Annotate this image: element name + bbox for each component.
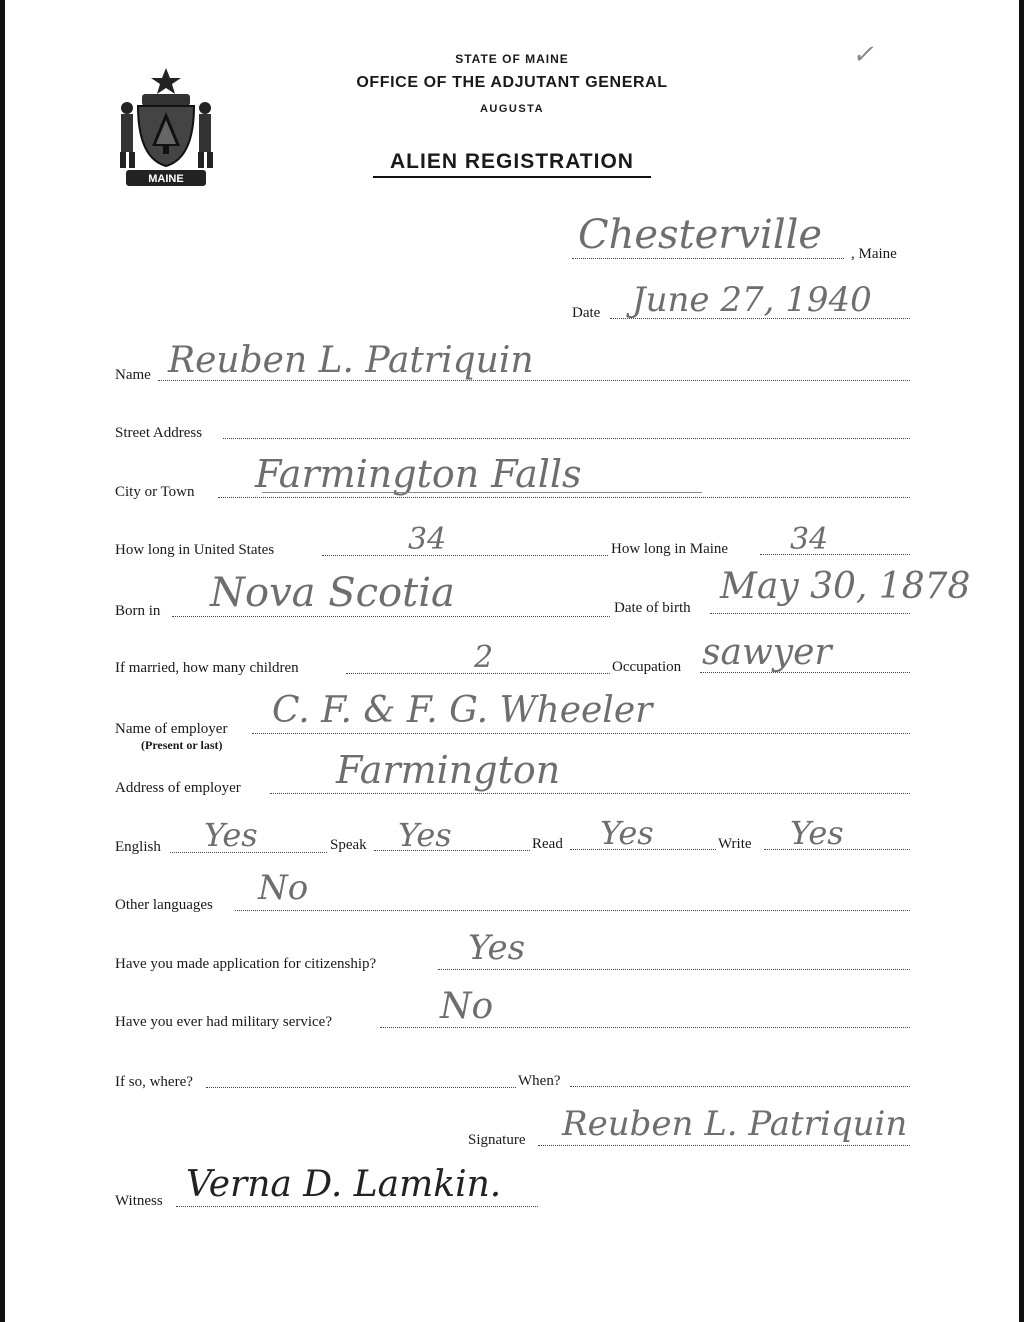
witness-label: Witness — [115, 1193, 163, 1209]
name-value: Reuben L. Patriquin — [168, 340, 534, 381]
us-years-line — [322, 555, 608, 556]
citizenship-label: Have you made application for citizenship? — [115, 956, 377, 972]
town-line — [572, 258, 844, 259]
other-languages-value: No — [258, 868, 309, 908]
read-value: Yes — [600, 814, 654, 852]
dob-value: May 30, 1878 — [720, 566, 971, 607]
born-line — [172, 616, 610, 617]
where-label: If so, where? — [115, 1074, 193, 1090]
city-value: Farmington Falls — [255, 452, 582, 496]
employer-address-value: Farmington — [336, 748, 561, 792]
occupation-value: sawyer — [702, 632, 832, 673]
english-value: Yes — [204, 816, 258, 854]
english-label: English — [115, 839, 161, 855]
children-label: If married, how many children — [115, 660, 299, 676]
employer-address-label: Address of employer — [115, 780, 241, 796]
maine-seal-icon — [112, 66, 220, 192]
name-label: Name — [115, 367, 151, 383]
witness-line — [176, 1206, 538, 1207]
other-languages-label: Other languages — [115, 897, 213, 913]
office-heading: OFFICE OF THE ADJUTANT GENERAL — [356, 74, 668, 91]
speak-value: Yes — [398, 816, 452, 854]
children-value: 2 — [474, 640, 494, 675]
street-label: Street Address — [115, 425, 203, 441]
citizenship-value: Yes — [468, 928, 526, 968]
where-line — [206, 1087, 516, 1088]
state-heading: STATE OF MAINE — [455, 52, 569, 66]
speak-label: Speak — [330, 837, 367, 853]
occupation-label: Occupation — [612, 659, 682, 675]
us-years-value: 34 — [408, 522, 447, 557]
check-mark: ✓ — [852, 40, 874, 69]
date-label: Date — [572, 305, 601, 321]
signature-line — [538, 1145, 910, 1146]
street-line — [223, 438, 910, 439]
when-line — [570, 1086, 910, 1087]
dob-line — [710, 613, 910, 614]
city-label: City or Town — [115, 484, 195, 500]
date-value: June 27, 1940 — [632, 280, 872, 320]
maine-years-label: How long in Maine — [611, 541, 729, 557]
write-label: Write — [718, 836, 752, 852]
employer-value: C. F. & F. G. Wheeler — [272, 690, 653, 731]
seal-motto: MAINE — [148, 173, 184, 185]
born-value: Nova Scotia — [210, 570, 455, 616]
signature-label: Signature — [468, 1132, 526, 1148]
signature-value: Reuben L. Patriquin — [562, 1104, 908, 1144]
maine-label: , Maine — [851, 246, 897, 262]
us-years-label: How long in United States — [115, 542, 275, 558]
other-languages-line — [235, 910, 910, 911]
citizenship-line — [438, 969, 910, 970]
when-label: When? — [518, 1073, 561, 1089]
military-value: No — [440, 986, 494, 1027]
city-line — [218, 497, 910, 498]
employer-note: (Present or last) — [141, 738, 223, 752]
dob-label: Date of birth — [614, 600, 691, 616]
maine-years-line — [760, 554, 910, 555]
maine-years-value: 34 — [790, 522, 829, 557]
city-underline-stroke — [262, 492, 702, 493]
town-value: Chesterville — [578, 212, 823, 258]
military-line — [380, 1027, 910, 1028]
title-underline — [373, 176, 651, 178]
employer-label: Name of employer — [115, 721, 228, 737]
employer-line — [252, 733, 910, 734]
city-heading: AUGUSTA — [479, 103, 545, 115]
witness-value: Verna D. Lamkin. — [186, 1164, 502, 1205]
employer-address-line — [270, 793, 910, 794]
form-title: ALIEN REGISTRATION — [390, 150, 634, 173]
military-label: Have you ever had military service? — [115, 1014, 332, 1030]
write-value: Yes — [790, 814, 844, 852]
read-label: Read — [532, 836, 563, 852]
born-label: Born in — [115, 603, 161, 619]
